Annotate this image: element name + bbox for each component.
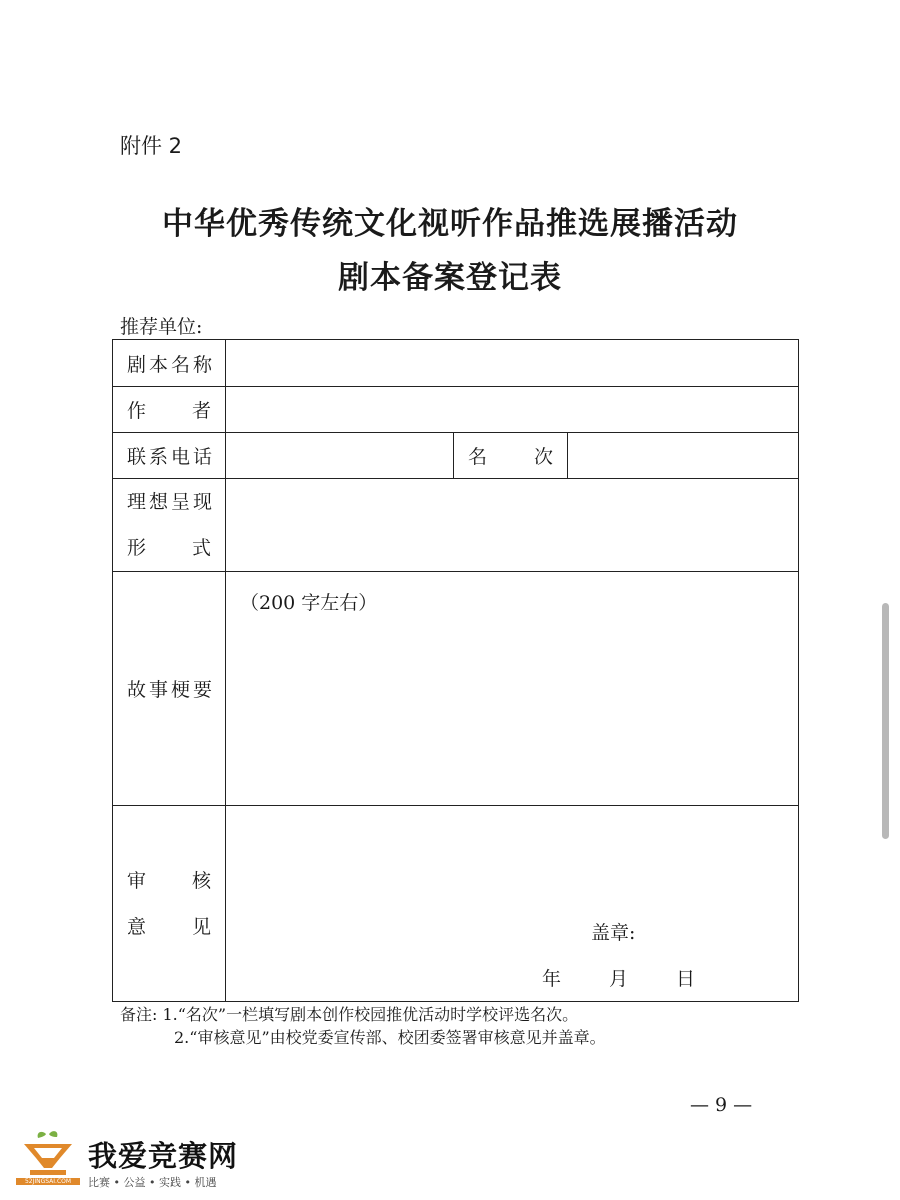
- page-number: — 9 —: [690, 1094, 753, 1116]
- review-char2: 核: [191, 869, 211, 892]
- rank-label-char2: 次: [533, 446, 553, 468]
- document-title: 中华优秀传统文化视听作品推选展播活动: [162, 206, 738, 242]
- rank-label-char1: 名: [468, 446, 488, 468]
- attachment-label: 附件 2: [120, 134, 183, 158]
- ideal-form-label-line1: 理想呈现: [127, 491, 216, 513]
- registration-form-table: [112, 339, 799, 1002]
- recommend-unit-label: 推荐单位:: [120, 316, 203, 338]
- review-field[interactable]: [226, 806, 799, 1002]
- script-name-field[interactable]: [226, 340, 799, 387]
- review-char1: 审: [127, 869, 147, 892]
- row-author: [113, 387, 799, 433]
- phone-field[interactable]: [226, 433, 454, 479]
- rank-label: [454, 433, 568, 479]
- story-field[interactable]: [226, 572, 799, 806]
- row-script-name: [113, 340, 799, 387]
- watermark-logo: [16, 1128, 266, 1192]
- rank-field[interactable]: [568, 433, 799, 479]
- date-day: 日: [676, 968, 696, 990]
- date-month: 月: [609, 968, 629, 990]
- review-char3: 意: [127, 915, 147, 938]
- watermark-url: 52JINGSAI.COM: [16, 1178, 80, 1185]
- ideal-form-field[interactable]: [226, 479, 799, 572]
- row-phone-rank: [113, 433, 799, 479]
- date-line: [542, 964, 695, 991]
- review-label: [113, 806, 226, 1002]
- watermark-name: 我爱竞赛网: [88, 1139, 239, 1173]
- notes: [120, 1003, 606, 1049]
- author-label-char1: 作: [127, 400, 147, 422]
- note-1: 备注: 1.“名次”一栏填写剧本创作校园推优活动时学校评选名次。: [120, 1005, 579, 1024]
- row-review: [113, 806, 799, 1002]
- watermark-tagline: 比赛 • 公益 • 实践 • 机遇: [88, 1176, 217, 1189]
- script-name-label: 剧本名称: [113, 340, 226, 387]
- phone-label: 联系电话: [113, 433, 226, 479]
- author-field[interactable]: [226, 387, 799, 433]
- vertical-scrollbar[interactable]: [882, 603, 889, 839]
- author-label: [113, 387, 226, 433]
- story-hint: （200 字左右）: [240, 592, 378, 614]
- ideal-form-char1: 形: [127, 537, 147, 559]
- review-char4: 见: [191, 915, 211, 938]
- row-story: [113, 572, 799, 806]
- row-ideal-form: [113, 479, 799, 572]
- ideal-form-label-line2: [113, 525, 225, 571]
- date-year: 年: [542, 968, 562, 990]
- seal-label: 盖章:: [591, 922, 636, 944]
- ideal-form-label: [113, 479, 226, 572]
- story-label: 故事梗要: [113, 572, 226, 806]
- review-label-line2: [113, 904, 225, 950]
- author-label-char2: 者: [191, 400, 211, 422]
- note-2: 2.“审核意见”由校党委宣传部、校团委签署审核意见并盖章。: [174, 1028, 606, 1047]
- review-label-line1: [113, 858, 225, 904]
- document-subtitle: 剧本备案登记表: [338, 260, 562, 296]
- ideal-form-char2: 式: [191, 537, 211, 559]
